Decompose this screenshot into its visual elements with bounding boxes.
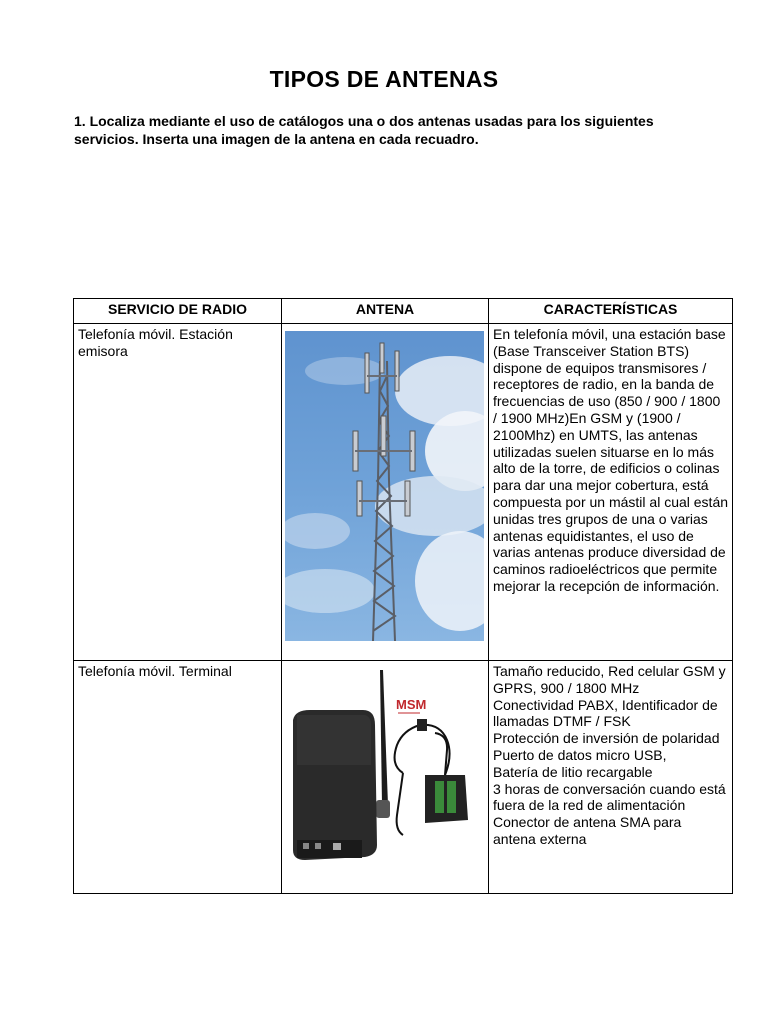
caracteristica-line: Puerto de datos micro USB,: [493, 746, 667, 763]
caracteristica-line: 3 horas de conversación cuando está fuera de la red de alimentación: [493, 780, 726, 814]
instruction-text: 1. Localiza mediante el uso de catálogos una o dos antenas usadas para los siguientes servicios. Inserta una imagen de la antena en cada recuadro.: [74, 113, 654, 147]
header-servicio: SERVICIO DE RADIO: [74, 299, 282, 324]
page-title: TIPOS DE ANTENAS: [269, 66, 499, 92]
header-caracteristicas: CARACTERÍSTICAS: [489, 299, 733, 324]
table-row: [74, 324, 733, 661]
gsm-terminal-photo: [285, 665, 484, 875]
caracteristicas-cell: En telefonía móvil, una estación base (Base Transceiver Station BTS) dispone de equipos transmisores / receptores de radio, en la banda de frecuencias de uso (850 / 900 / 1800 / 1900 MHz)En GSM y (1900 / 2100Mhz) en UMTS, las antenas utilizadas suelen situarse en lo más alto de la torre, de edificios o colinas para dar una mejor cobertura, está compuesta por un mástil al cual están unidas tres grupos de una o varias antenas equidistantes, el uso de varias antenas produce diversidad de caminos radioeléctricos que permite mejorar la recepción de información.: [489, 324, 733, 661]
servicio-cell: Telefonía móvil. Terminal: [74, 661, 282, 894]
cell-tower-photo: [285, 331, 484, 641]
caracteristica-line: Batería de litio recargable: [493, 763, 653, 780]
caracteristica-line: Tamaño reducido, Red celular GSM y GPRS, 900 / 1800 MHz: [493, 663, 726, 696]
antenna-table: [73, 298, 733, 894]
caracteristicas-cell: [489, 661, 733, 894]
table-row: [74, 661, 733, 894]
table-header-row: [74, 299, 733, 324]
caracteristica-line: Conectividad PABX, Identificador de llamadas DTMF / FSK: [493, 696, 718, 730]
servicio-cell: Telefonía móvil. Estación emisora: [74, 324, 282, 661]
caracteristica-line: Conector de antena SMA para antena externa: [493, 814, 682, 847]
antena-cell: [282, 324, 489, 661]
caracteristica-line: Protección de inversión de polaridad: [493, 730, 720, 747]
antena-cell: [282, 661, 489, 894]
header-antena: ANTENA: [282, 299, 489, 324]
msm-logo: MSM: [396, 697, 427, 712]
